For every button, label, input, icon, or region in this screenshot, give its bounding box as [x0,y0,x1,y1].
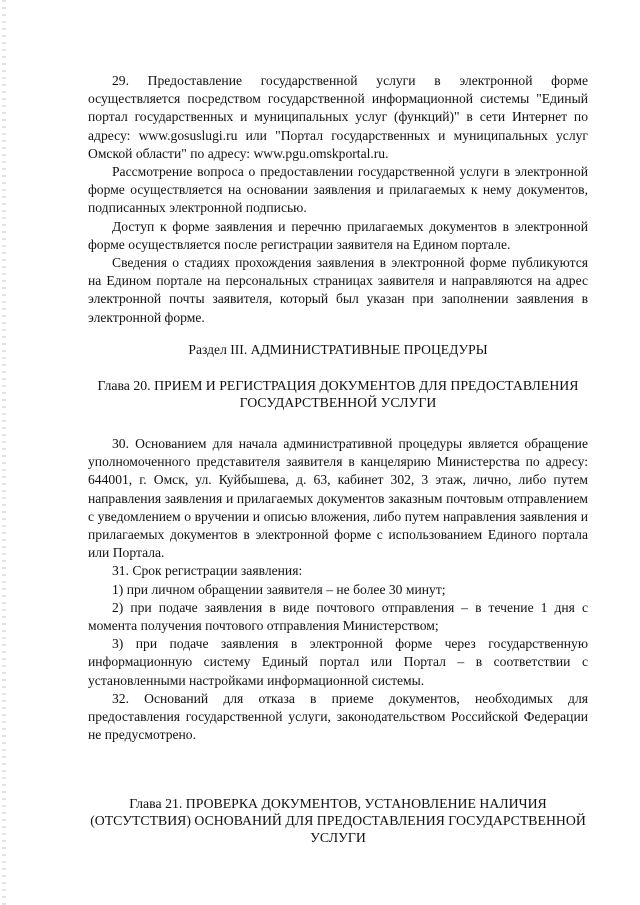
document-body [88,72,588,846]
paragraph-status-info: Сведения о стадиях прохождения заявления в электронной форме публикуются на Едином портале на персональных страницах заявителя и направляются на адрес электронной почты заявителя, который был указан при заполнении заявления в электронной форме. [88,255,588,325]
paragraph-30: 30. Основанием для начала административной процедуры является обращение уполномоченного представителя заявителя в канцелярию Министерства по адресу: 644001, г. Омск, ул. Куйбышева, д. 63, кабинет 302, 3 этаж, лично, либо путем направления заявления и прилагаемых документов заказным почтовым отправлением с уведомлением о вручении и описью вложения, либо путем направления заявления и прилагаемых документов в электронной форме с использованием Единого портала или Портала. [88,436,588,561]
section-heading: Раздел III. АДМИНИСТРАТИВНЫЕ ПРОЦЕДУРЫ [188,341,488,357]
paragraph-29: 29. Предоставление государственной услуги в электронной форме осуществляется посредством государственной информационной системы "Единый портал государственных и муниципальных услуг (функций)" в сети Интернет по адресу: www.gosuslugi.ru или "Портал государственных и муниципальных услуг Омской области" по адресу: www.pgu.omskportal.ru. [88,73,588,161]
chapter-21-heading: Глава 21. ПРОВЕРКА ДОКУМЕНТОВ, УСТАНОВЛЕНИЕ НАЛИЧИЯ (ОТСУТСТВИЯ) ОСНОВАНИЙ ДЛЯ ПРЕДОСТАВЛЕНИЯ ГОСУДАРСТВЕННОЙ УСЛУГИ [90,795,586,845]
paragraph-31-item-1: 1) при личном обращении заявителя – не более 30 минут; [112,581,446,597]
paragraph-31-item-2: 2) при подаче заявления в виде почтового отправления – в течение 1 дня с момента получения почтового отправления Министерством; [88,599,588,634]
paragraph-access: Доступ к форме заявления и перечню прилагаемых документов в электронной форме осуществляется после регистрации заявителя на Едином портале. [88,218,588,252]
paragraph-review: Рассмотрение вопроса о предоставлении государственной услуги в электронной форме осуществляется на основании заявления и прилагаемых к нему документов, подписанных электронной подписью. [88,164,588,216]
paragraph-31-item-3: 3) при подаче заявления в электронной форме через государственную информационную систему Единый портал или Портал – в соответствии с установленными настройками информационной системы. [88,636,588,688]
paragraph-31: 31. Срок регистрации заявления: [112,563,303,579]
paragraph-32: 32. Оснований для отказа в приеме документов, необходимых для предоставления государственной услуги, законодательством Российской Федерации не предусмотрено. [88,690,588,743]
scan-edge-dots [2,0,6,905]
chapter-20-heading: Глава 20. ПРИЕМ И РЕГИСТРАЦИЯ ДОКУМЕНТОВ ДЛЯ ПРЕДОСТАВЛЕНИЯ ГОСУДАРСТВЕННОЙ УСЛУГИ [97,378,579,411]
